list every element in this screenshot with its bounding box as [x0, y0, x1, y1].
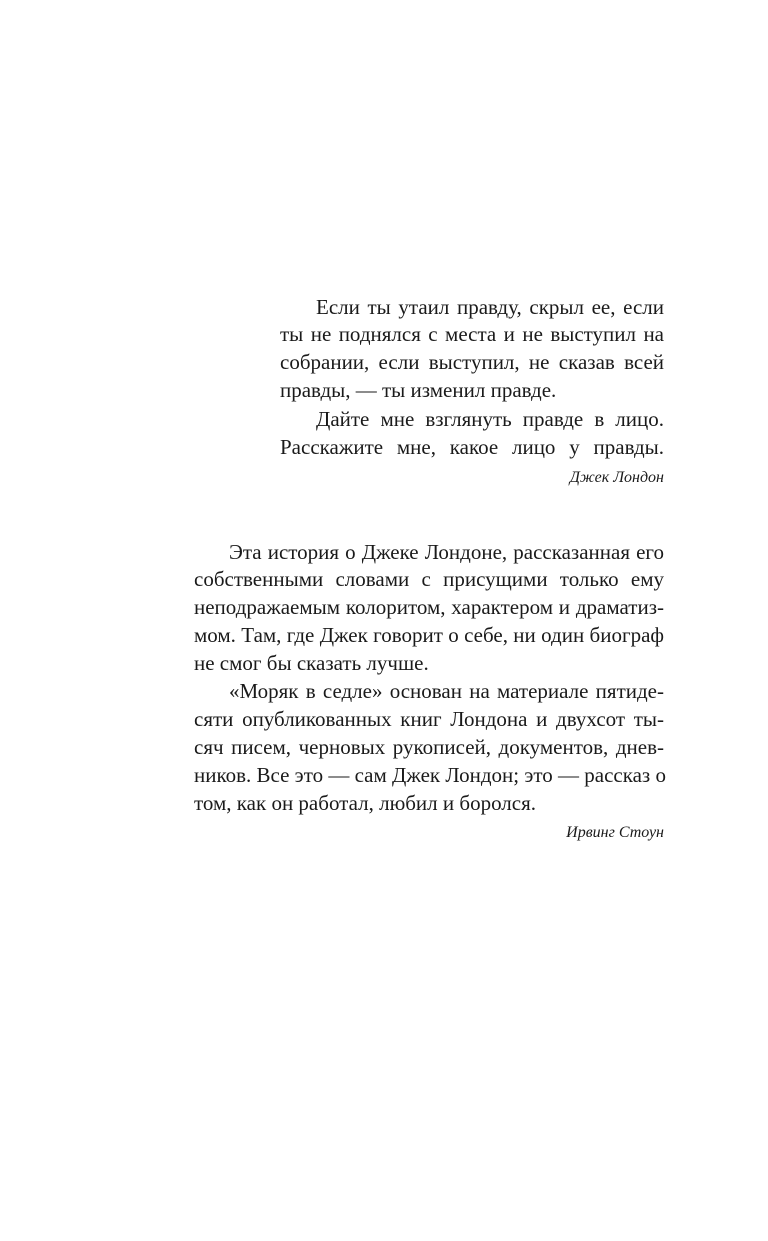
foreword-line: сяч писем, черновых рукописей, документов, днев- — [194, 735, 664, 759]
foreword-line: «Моряк в седле» основан на материале пятиде- — [229, 679, 664, 703]
epigraph-author: Джек Лондон — [569, 469, 664, 486]
foreword-line: мом. Там, где Джек говорит о себе, ни один биограф — [194, 623, 664, 647]
foreword-line: не смог бы сказать лучше. — [194, 651, 429, 675]
epigraph-line: Если ты утаил правду, скрыл ее, если — [316, 295, 664, 319]
epigraph-line: ты не поднялся с места и не выступил на — [280, 322, 664, 346]
foreword-author: Ирвинг Стоун — [566, 824, 664, 841]
foreword-line: неподражаемым колоритом, характером и драматиз- — [194, 595, 664, 619]
epigraph-line: Дайте мне взглянуть правде в лицо. — [316, 407, 664, 431]
foreword-line: Эта история о Джеке Лондоне, рассказанная его — [229, 540, 664, 564]
epigraph-line: собрании, если выступил, не сказав всей — [280, 350, 664, 374]
foreword-line: собственными словами с присущими только ему — [194, 567, 664, 591]
epigraph-line: правды, — ты изменил правде. — [280, 378, 557, 402]
foreword-line: сяти опубликованных книг Лондона и двухсот ты- — [194, 707, 664, 731]
foreword-line: том, как он работал, любил и боролся. — [194, 791, 537, 815]
epigraph-line: Расскажите мне, какое лицо у правды. — [280, 435, 664, 459]
foreword-line: ников. Все это — сам Джек Лондон; это — рассказ о — [194, 763, 666, 787]
